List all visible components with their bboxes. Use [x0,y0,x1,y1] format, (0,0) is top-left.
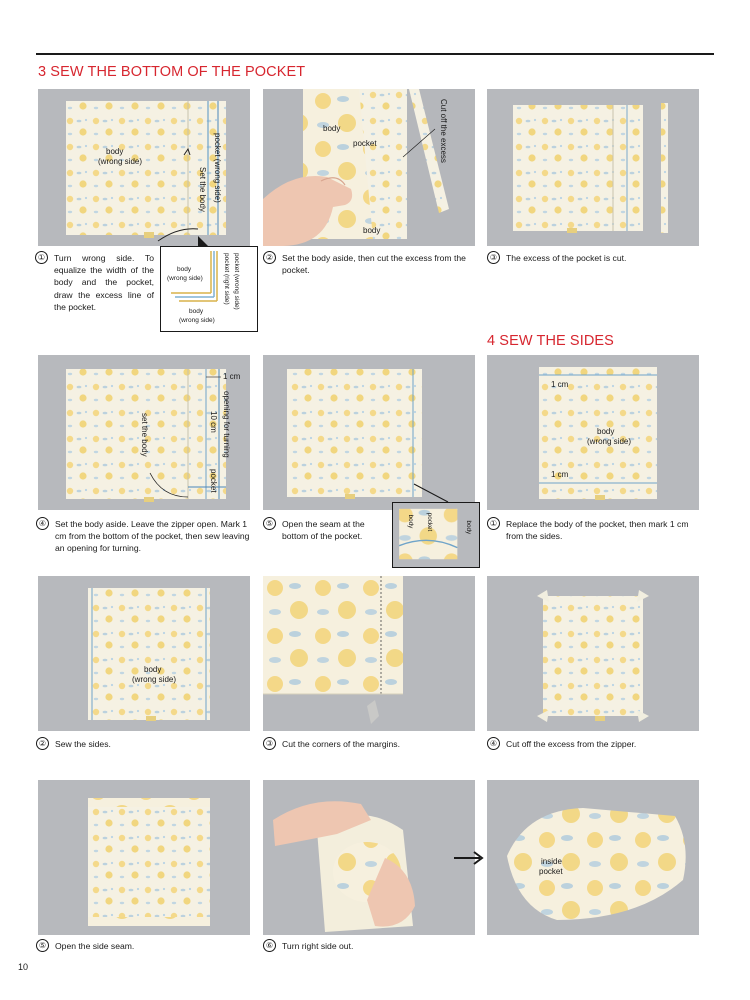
svg-text:body: body [465,520,473,535]
photo-step4-3 [263,576,475,731]
page-number: 10 [18,962,29,972]
label-body-4: body [597,427,615,436]
caption-4-4: ④ Cut off the excess from the zipper. [487,738,701,750]
inset-diagram [160,246,258,332]
caption-3-5: ⑤ Open the seam at the bottom of the pocket. [263,518,391,542]
label-pocket-2: pocket [353,139,377,148]
label-wrong-side-4: (wrong side) [587,437,632,446]
caption-4-1: ① Replace the body of the pocket, then mark 1 cm from the sides. [487,518,701,542]
caption-3-3: ③ The excess of the pocket is cut. [487,252,699,264]
label-set-body: Set the body [198,167,207,212]
label-opening: opening for turning [222,391,231,458]
photo-step3-2 [263,89,475,246]
section-title-sew-sides: 4 SEW THE SIDES [487,333,614,349]
caption-4-5: ⑤ Open the side seam. [36,940,250,952]
svg-text:body: body [189,308,204,315]
caption-4-2: ② Sew the sides. [36,738,250,750]
caption-3-1: ① Turn wrong side. To equalize the width of the body and the pocket, draw the excess line of the pocket. [35,252,154,313]
photo-step3-3 [487,89,699,246]
label-body-2: body [323,124,341,133]
label-pocket-4: pocket [209,469,218,493]
svg-text:(wrong side): (wrong side) [179,317,215,324]
label-body: body [106,147,124,156]
label-wrong-side-5: (wrong side) [132,675,177,684]
label-wrong-side: (wrong side) [98,157,143,166]
caption-4-3: ③ Cut the corners of the margins. [263,738,475,750]
section-title-sew-bottom: 3 SEW THE BOTTOM OF THE POCKET [38,64,306,80]
svg-text:body: body [177,266,192,273]
label-set-the-body: set the body [140,413,149,457]
pointer-line-icon [412,482,452,504]
label-inside: inside [541,857,562,866]
photo-step4-1 [487,355,699,510]
svg-text:pocket (right side): pocket (right side) [223,253,230,305]
label-inside-pocket: pocket [539,867,563,876]
photo-step4-6 [263,780,475,935]
caption-4-6: ⑥ Turn right side out. [263,940,475,952]
inset-seam-closeup [392,502,480,568]
label-cut-excess: Cut off the excess [439,99,448,163]
photo-step4-5 [38,780,250,935]
label-10cm: 10 cm [209,411,218,433]
photo-step4-7 [487,780,699,935]
svg-text:pocket: pocket [426,512,434,532]
photo-step3-4 [38,355,250,510]
label-pocket-wrong-side: pocket (wrong side) [213,133,222,203]
right-arrow-icon [452,850,486,866]
label-1cm-a: 1 cm [223,372,241,381]
photo-step4-4 [487,576,699,731]
label-1cm-top: 1 cm [551,380,569,389]
caption-3-4: ④ Set the body aside. Leave the zipper open. Mark 1 cm from the bottom of the pocket, then sew leaving an opening for turning. [36,518,252,555]
pointer-arrow-icon [196,234,210,248]
top-rule [36,53,714,55]
svg-text:(wrong side): (wrong side) [167,275,203,282]
photo-step4-2 [38,576,250,731]
svg-text:pocket (wrong side): pocket (wrong side) [233,253,240,310]
svg-text:body: body [406,514,414,529]
photo-step3-1 [38,89,250,246]
label-1cm-bottom: 1 cm [551,470,569,479]
label-body-5: body [144,665,162,674]
caption-3-2: ② Set the body aside, then cut the excess from the pocket. [263,252,475,276]
label-body-3: body [363,226,381,235]
